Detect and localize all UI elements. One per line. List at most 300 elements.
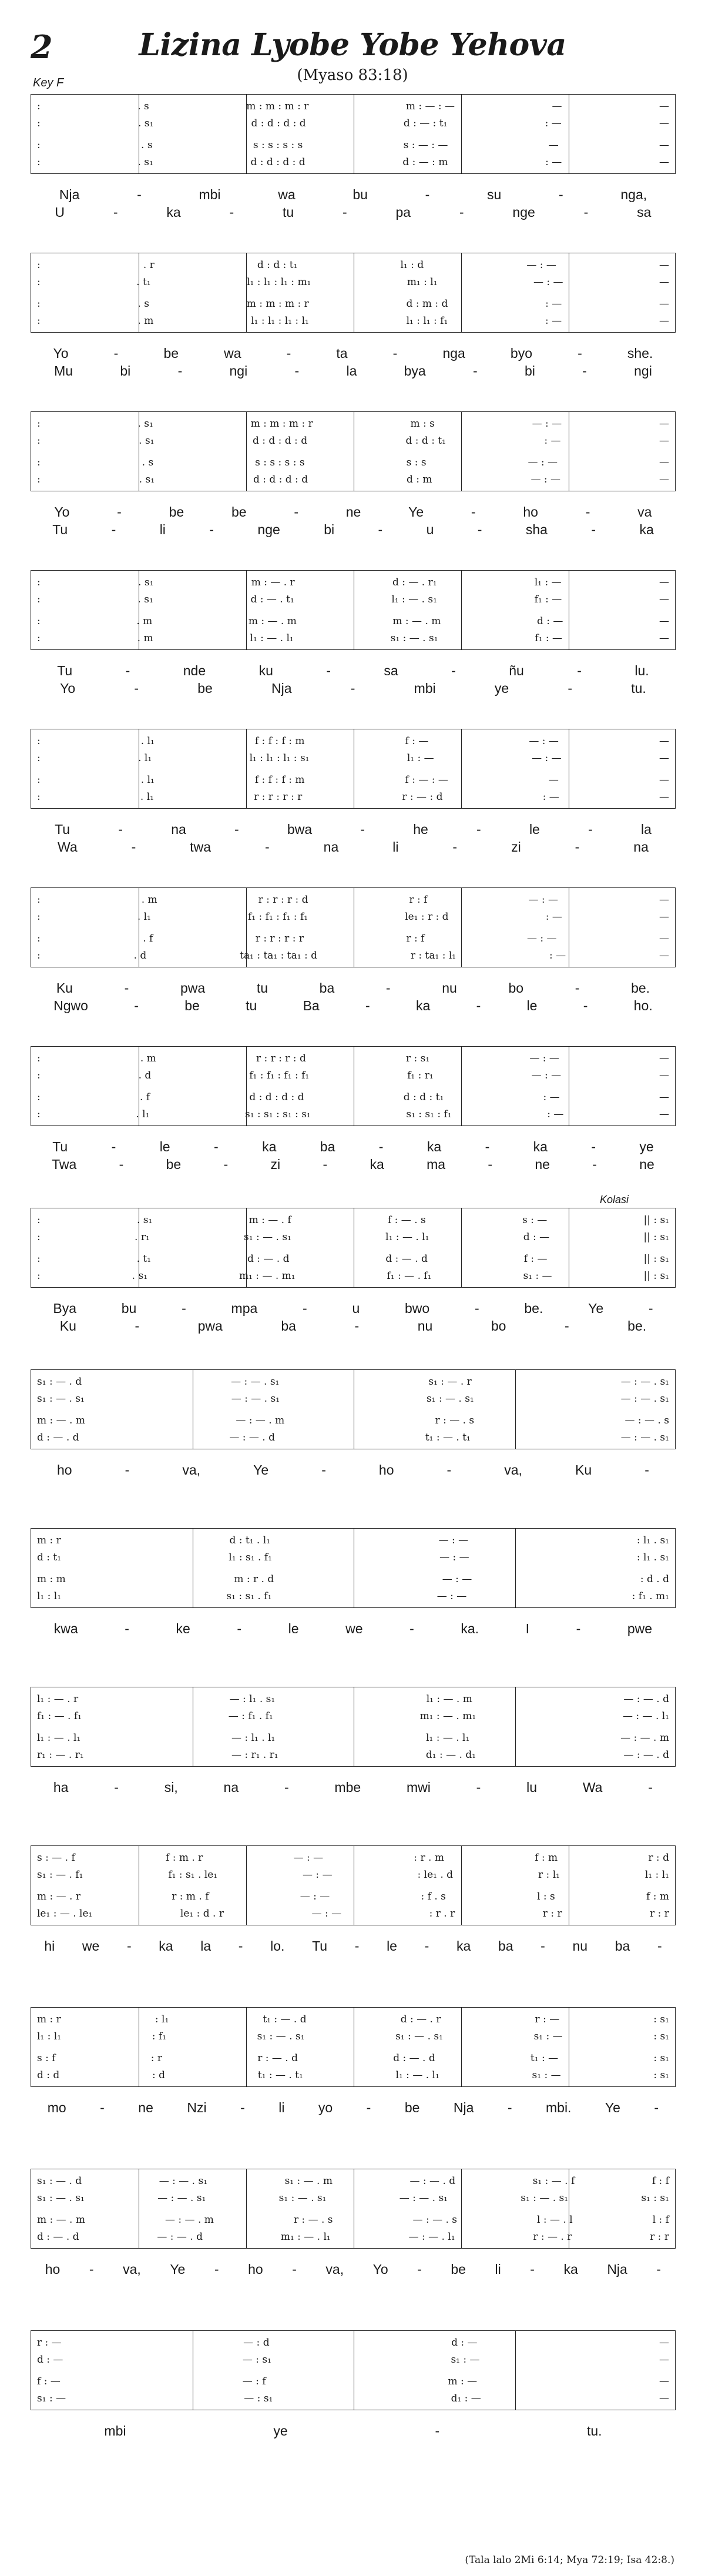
note-group: s : — (522, 1214, 548, 1226)
note-group: : (37, 1070, 41, 1081)
note-group: . t₁ (136, 276, 151, 288)
lyric-syllable: - (284, 1780, 289, 1795)
note-group: . s (141, 139, 153, 151)
lyric-syllable: I (525, 1621, 530, 1636)
voice-part (37, 1749, 669, 1763)
lyric-syllable: mbi. (546, 2100, 572, 2115)
note-group: — : f₁ . f₁ (228, 1710, 273, 1722)
lyric-syllable: yo (318, 2100, 333, 2115)
lyric-syllable: ma (427, 1157, 446, 1172)
voice-part (37, 1270, 669, 1284)
note-group: s₁ : s₁ (641, 2192, 669, 2204)
note-group: . s₁ (136, 1214, 153, 1226)
lyric-syllable: - (648, 1301, 653, 1316)
lyric-syllable: pa (395, 205, 411, 220)
lyric-syllable: - (303, 1301, 307, 1316)
lyrics-line (31, 504, 676, 520)
voice-part (37, 950, 669, 964)
note-group: f : m . r (166, 1852, 203, 1864)
note-group: || : s₁ (643, 1214, 669, 1226)
note-group: f₁ : r₁ (407, 1070, 434, 1081)
lyric-syllable: be. (627, 1318, 647, 1334)
lyric-syllable: - (577, 663, 582, 678)
note-group: : (37, 1053, 41, 1064)
note-group: : (37, 594, 41, 605)
note-group: — (659, 276, 669, 288)
note-group: r : ta₁ : l₁ (410, 950, 456, 962)
note-group: l₁ : — . l₁ (385, 1231, 429, 1243)
voice-part (37, 1535, 669, 1549)
lyric-syllable: - (350, 681, 355, 696)
lyric-syllable: nu (572, 1938, 588, 1954)
lyrics-line (31, 980, 676, 996)
lyric-syllable: be (169, 504, 184, 520)
voice-part (37, 1253, 669, 1267)
voice-part (37, 1693, 669, 1707)
lyric-syllable: tu. (631, 681, 646, 696)
note-group: — (659, 474, 669, 485)
note-group: — : — (439, 1552, 469, 1563)
lyric-syllable: su (486, 187, 502, 202)
note-group: — (659, 2376, 669, 2387)
note-group: l₁ : l₁ (644, 1869, 669, 1881)
note-group: : r . r (429, 1908, 455, 1920)
note-group: s₁ : — (532, 2069, 561, 2081)
lyric-syllable: va, (325, 2262, 344, 2277)
note-group: : (37, 156, 41, 168)
lyric-syllable: ho (248, 2262, 263, 2277)
note-group: d : d (37, 2069, 60, 2081)
voice-part (37, 632, 669, 646)
lyric-syllable: Ye (408, 504, 424, 520)
voice-part (37, 474, 669, 488)
note-group: — : — . s₁ (620, 1393, 669, 1405)
lyric-syllable: ba (319, 980, 335, 996)
note-group: . s (137, 298, 149, 310)
lyric-syllable: - (451, 663, 456, 678)
lyric-syllable: - (477, 522, 482, 537)
note-group: — : — . m (165, 2214, 214, 2226)
note-group: : — (543, 1091, 560, 1103)
note-group: : — (547, 1108, 564, 1120)
voice-part (37, 1214, 669, 1228)
note-group: le₁ : r : d (405, 911, 449, 923)
note-group: — : — . d (157, 2231, 203, 2243)
note-group: s₁ : — . s₁ (426, 1393, 474, 1405)
note-group: : l₁ (155, 2014, 169, 2025)
voice-part (37, 594, 669, 608)
note-group: m : r (37, 2014, 61, 2025)
lyric-syllable: mbi (104, 2423, 126, 2438)
voice-part (37, 1891, 669, 1905)
lyrics-line (31, 1157, 676, 1173)
note-group: s₁ : — . d (37, 1376, 82, 1388)
note-group: m : — . r (251, 577, 295, 588)
lyric-syllable: ba (615, 1938, 630, 1954)
lyric-syllable: mo (47, 2100, 66, 2115)
note-group: — (659, 2393, 669, 2404)
note-group: : s₁ (653, 2031, 669, 2042)
note-group: m : — . m (37, 2214, 85, 2226)
lyric-syllable: bo (491, 1318, 506, 1334)
note-group: — : — . s (412, 2214, 458, 2226)
lyric-syllable: la (640, 822, 652, 837)
lyric-syllable: si, (164, 1780, 178, 1795)
lyric-syllable: ka (416, 998, 431, 1013)
lyric-syllable: mbi (199, 187, 221, 202)
lyric-syllable: Ba (303, 998, 320, 1013)
note-group: d : d : d : d (251, 118, 306, 129)
note-group: : (37, 298, 41, 310)
note-group: l : s (537, 1891, 555, 1902)
note-group: l₁ : s₁ . f₁ (229, 1552, 272, 1563)
note-group: — (659, 435, 669, 447)
note-group: . l₁ (136, 1108, 150, 1120)
note-group: r : — (535, 2014, 560, 2025)
voice-part (37, 1573, 669, 1587)
note-group: : (37, 139, 41, 151)
lyrics-line (31, 822, 676, 838)
note-group: f₁ : — (535, 632, 563, 644)
note-group: : l₁ . s₁ (636, 1552, 669, 1563)
note-group: — (659, 315, 669, 327)
note-group: : — (544, 435, 561, 447)
note-group: . s (137, 101, 149, 112)
note-group: f : — : — (405, 774, 448, 786)
note-group: — (659, 615, 669, 627)
note-group: : l₁ . s₁ (636, 1535, 669, 1546)
music-system (31, 94, 676, 229)
lyrics-line (31, 1462, 676, 1478)
lyric-syllable: nge (257, 522, 280, 537)
voice-part (37, 259, 669, 273)
lyric-syllable: ta (336, 346, 348, 361)
lyric-syllable: Ye (588, 1301, 604, 1316)
note-group: r : r : r : r (254, 791, 303, 803)
lyrics-line (31, 1318, 676, 1334)
lyric-syllable: Nja (271, 681, 292, 696)
note-group: — : — . s₁ (231, 1376, 280, 1388)
note-group: f : f (652, 2175, 669, 2187)
note-group: s₁ : — . s₁ (278, 2192, 327, 2204)
lyric-syllable: - (476, 1780, 481, 1795)
voice-part (37, 1393, 669, 1407)
note-group: . s₁ (139, 435, 155, 447)
note-group: — (659, 735, 669, 747)
note-group: — (548, 139, 559, 151)
lyric-syllable: - (582, 363, 587, 378)
voice-part (37, 2069, 669, 2083)
staff-box (31, 1369, 676, 1449)
lyric-syllable: be (451, 2262, 466, 2277)
music-system (31, 253, 676, 388)
voice-part (37, 2214, 669, 2228)
note-group: — (659, 950, 669, 962)
note-group: le₁ : d . r (180, 1908, 224, 1920)
note-group: — (659, 298, 669, 310)
key-signature: Key F (33, 76, 64, 89)
note-group: : (37, 1270, 41, 1282)
lyric-syllable: be. (631, 980, 650, 996)
lyric-syllable: wa (224, 346, 241, 361)
note-group: r : r : r : d (256, 1053, 306, 1064)
lyric-syllable: - (588, 822, 593, 837)
note-group: s₁ : — . f (532, 2175, 575, 2187)
lyric-syllable: - (294, 504, 298, 520)
lyric-syllable: ka (456, 1938, 471, 1954)
note-group: : — (549, 950, 566, 962)
voice-part (37, 1869, 669, 1883)
voice-part (37, 2393, 669, 2407)
lyric-syllable: ho (378, 1462, 394, 1478)
note-group: : d (152, 2069, 166, 2081)
lyric-syllable: - (558, 187, 563, 202)
lyric-syllable: u (352, 1301, 360, 1316)
lyric-syllable: Tu (312, 1938, 328, 1954)
lyric-syllable: ñu (509, 663, 524, 678)
note-group: : — (545, 911, 562, 923)
lyric-syllable: - (435, 2423, 440, 2438)
lyric-syllable: - (113, 205, 118, 220)
lyric-syllable: - (592, 1157, 597, 1172)
note-group: r₁ : — . r₁ (37, 1749, 84, 1761)
voice-part (37, 791, 669, 805)
lyric-syllable: - (209, 522, 214, 537)
lyrics-line (31, 1301, 676, 1317)
note-group: — : l₁ . l₁ (231, 1732, 276, 1744)
note-group: r : f (409, 894, 428, 906)
lyric-syllable: be (184, 998, 200, 1013)
note-group: — (659, 911, 669, 923)
note-group: m₁ : — . m₁ (239, 1270, 296, 1282)
note-group: t₁ : — . d (263, 2014, 307, 2025)
lyric-syllable: bu (121, 1301, 137, 1316)
note-group: . m (140, 1053, 156, 1064)
lyric-syllable: Yo (372, 2262, 388, 2277)
staff-box (31, 2007, 676, 2087)
lyric-syllable: ngi (229, 363, 248, 378)
note-group: d : — . d (385, 1253, 428, 1265)
note-group: — (659, 118, 669, 129)
note-group: f : m (646, 1891, 669, 1902)
lyric-syllable: be (166, 1157, 182, 1172)
lyrics-line (31, 1621, 676, 1637)
lyric-syllable: sha (525, 522, 548, 537)
note-group: d₁ : — . d₁ (425, 1749, 476, 1761)
voice-part (37, 276, 669, 290)
note-group: : (37, 418, 41, 430)
lyric-syllable: mpa (231, 1301, 258, 1316)
lyric-syllable: - (409, 1621, 414, 1636)
note-group: s₁ : — (451, 2354, 480, 2366)
note-group: f : — (523, 1253, 548, 1265)
note-group: — : f (242, 2376, 266, 2387)
note-group: — : — . s₁ (231, 1393, 280, 1405)
note-group: r : r (542, 1908, 562, 1920)
lyric-syllable: - (292, 2262, 297, 2277)
lyric-syllable: be (404, 2100, 420, 2115)
note-group: : (37, 950, 41, 962)
lyric-syllable: ha (53, 1780, 69, 1795)
note-group: — (659, 457, 669, 468)
note-group: s : s : s : s (253, 139, 303, 151)
lyric-syllable: - (119, 1157, 124, 1172)
lyric-syllable: va, (182, 1462, 201, 1478)
lyric-syllable: bi (120, 363, 131, 378)
note-group: : (37, 933, 41, 944)
lyrics-line (31, 1938, 676, 1954)
voice-part (37, 1231, 669, 1245)
note-group: d : — . r (400, 2014, 441, 2025)
lyrics-line (31, 2423, 676, 2439)
note-group: : (37, 752, 41, 764)
note-group: — : — (531, 474, 561, 485)
note-group: — : — . l₁ (408, 2231, 455, 2243)
lyric-syllable: - (392, 346, 398, 361)
lyric-syllable: mbi (414, 681, 436, 696)
voice-part (37, 457, 669, 471)
lyric-syllable: zi (511, 839, 521, 855)
music-system (31, 1369, 676, 1505)
note-group: s₁ : — . d (37, 2175, 82, 2187)
lyric-syllable: bo (508, 980, 524, 996)
lyric-syllable: we (345, 1621, 363, 1636)
note-group: m₁ : — . l₁ (280, 2231, 331, 2243)
note-group: s₁ : — . s₁ (521, 2192, 569, 2204)
lyric-syllable: pwe (627, 1621, 653, 1636)
lyric-syllable: pwa (197, 1318, 223, 1334)
lyric-syllable: na (323, 839, 339, 855)
lyric-syllable: Ku (575, 1462, 592, 1478)
note-group: . t₁ (136, 1253, 152, 1265)
voice-part (37, 911, 669, 925)
note-group: — : — (437, 1590, 467, 1602)
lyric-syllable: tu. (586, 2423, 602, 2438)
lyric-syllable: kwa (53, 1621, 78, 1636)
voice-part (37, 2192, 669, 2206)
note-group: : (37, 1214, 41, 1226)
note-group: m₁ : — . m₁ (419, 1710, 476, 1722)
music-system (31, 411, 676, 547)
lyrics-line (31, 1780, 676, 1796)
note-group: — : l₁ . s₁ (229, 1693, 276, 1705)
lyric-syllable: ho (45, 2262, 61, 2277)
lyric-syllable: sa (637, 205, 652, 220)
note-group: . s₁ (137, 118, 154, 129)
lyric-syllable: - (124, 980, 129, 996)
lyric-syllable: ne (138, 2100, 153, 2115)
note-group: : (37, 1253, 41, 1265)
note-group: l₁ : l₁ : l₁ : s₁ (249, 752, 310, 764)
note-group: d : — (37, 2354, 63, 2366)
lyrics-line (31, 2100, 676, 2116)
lyric-syllable: ba (498, 1938, 513, 1954)
note-group: : (37, 774, 41, 786)
lyric-syllable: ka. (461, 1621, 479, 1636)
voice-part (37, 615, 669, 629)
lyric-syllable: - (564, 1318, 569, 1334)
note-group: — : — (529, 1053, 559, 1064)
lyric-syllable: ne (345, 504, 361, 520)
note-group: — : — (528, 457, 558, 468)
lyric-syllable: Wa (57, 839, 78, 855)
note-group: d : — . d (37, 2231, 79, 2243)
staff-box (31, 1528, 676, 1608)
note-group: m : s (410, 418, 435, 430)
note-group: : (37, 735, 41, 747)
staff-box (31, 570, 676, 650)
note-group: — (659, 2354, 669, 2366)
voice-part (37, 2052, 669, 2066)
note-group: l₁ : — . r (37, 1693, 79, 1705)
note-group: . f (143, 933, 153, 944)
note-group: — : — (442, 1573, 472, 1585)
voice-part (37, 1852, 669, 1866)
lyric-syllable: Ye (253, 1462, 269, 1478)
note-group: s₁ : — (533, 2031, 563, 2042)
note-group: s₁ : — . s₁ (244, 1231, 291, 1243)
lyric-syllable: - (656, 2262, 662, 2277)
note-group: s₁ : s₁ : f₁ (406, 1108, 452, 1120)
lyric-syllable: ka (563, 2262, 578, 2277)
lyric-syllable: ka (533, 1139, 548, 1154)
note-group: s : — : — (403, 139, 448, 151)
note-group: — (659, 1108, 669, 1120)
lyric-syllable: zi (270, 1157, 281, 1172)
lyric-syllable: nga (442, 346, 465, 361)
note-group: — : — . d (409, 2175, 456, 2187)
note-group: . s₁ (132, 1270, 148, 1282)
voice-part (37, 1091, 669, 1106)
note-group: d : d : t₁ (403, 1091, 444, 1103)
note-group: : s₁ (653, 2069, 669, 2081)
lyric-syllable: - (385, 980, 391, 996)
lyric-syllable: nde (183, 663, 206, 678)
voice-part (37, 2175, 669, 2189)
note-group: — (659, 139, 669, 151)
lyrics-line (31, 839, 676, 855)
music-system (31, 2330, 676, 2466)
staff-box (31, 94, 676, 174)
note-group: : (37, 457, 41, 468)
note-group: . l₁ (137, 911, 151, 923)
note-group: — (659, 594, 669, 605)
lyrics-line (31, 346, 676, 361)
note-group: d : m (407, 474, 432, 485)
note-group: r : — . r (533, 2231, 572, 2243)
lyric-syllable: - (214, 2262, 219, 2277)
lyric-syllable: - (452, 839, 458, 855)
voice-part (37, 752, 669, 766)
lyric-syllable: la (200, 1938, 212, 1954)
note-group: — : s₁ (242, 2354, 271, 2366)
lyric-syllable: ho. (633, 998, 653, 1013)
note-group: — : — . l₁ (623, 1710, 669, 1722)
note-group: m : — . f (249, 1214, 291, 1226)
note-group: l₁ : — (534, 577, 562, 588)
note-group: f₁ : f₁ : f₁ : f₁ (248, 911, 308, 923)
lyric-syllable: - (568, 681, 573, 696)
staff-box (31, 253, 676, 333)
note-group: . s₁ (139, 474, 155, 485)
staff-box (31, 1208, 676, 1288)
note-group: : (37, 435, 41, 447)
lyric-syllable: - (323, 1157, 328, 1172)
lyric-syllable: - (111, 1139, 116, 1154)
lyric-syllable: na (633, 839, 649, 855)
note-group: . s₁ (137, 594, 153, 605)
note-group: l₁ : — . l₁ (37, 1732, 81, 1744)
